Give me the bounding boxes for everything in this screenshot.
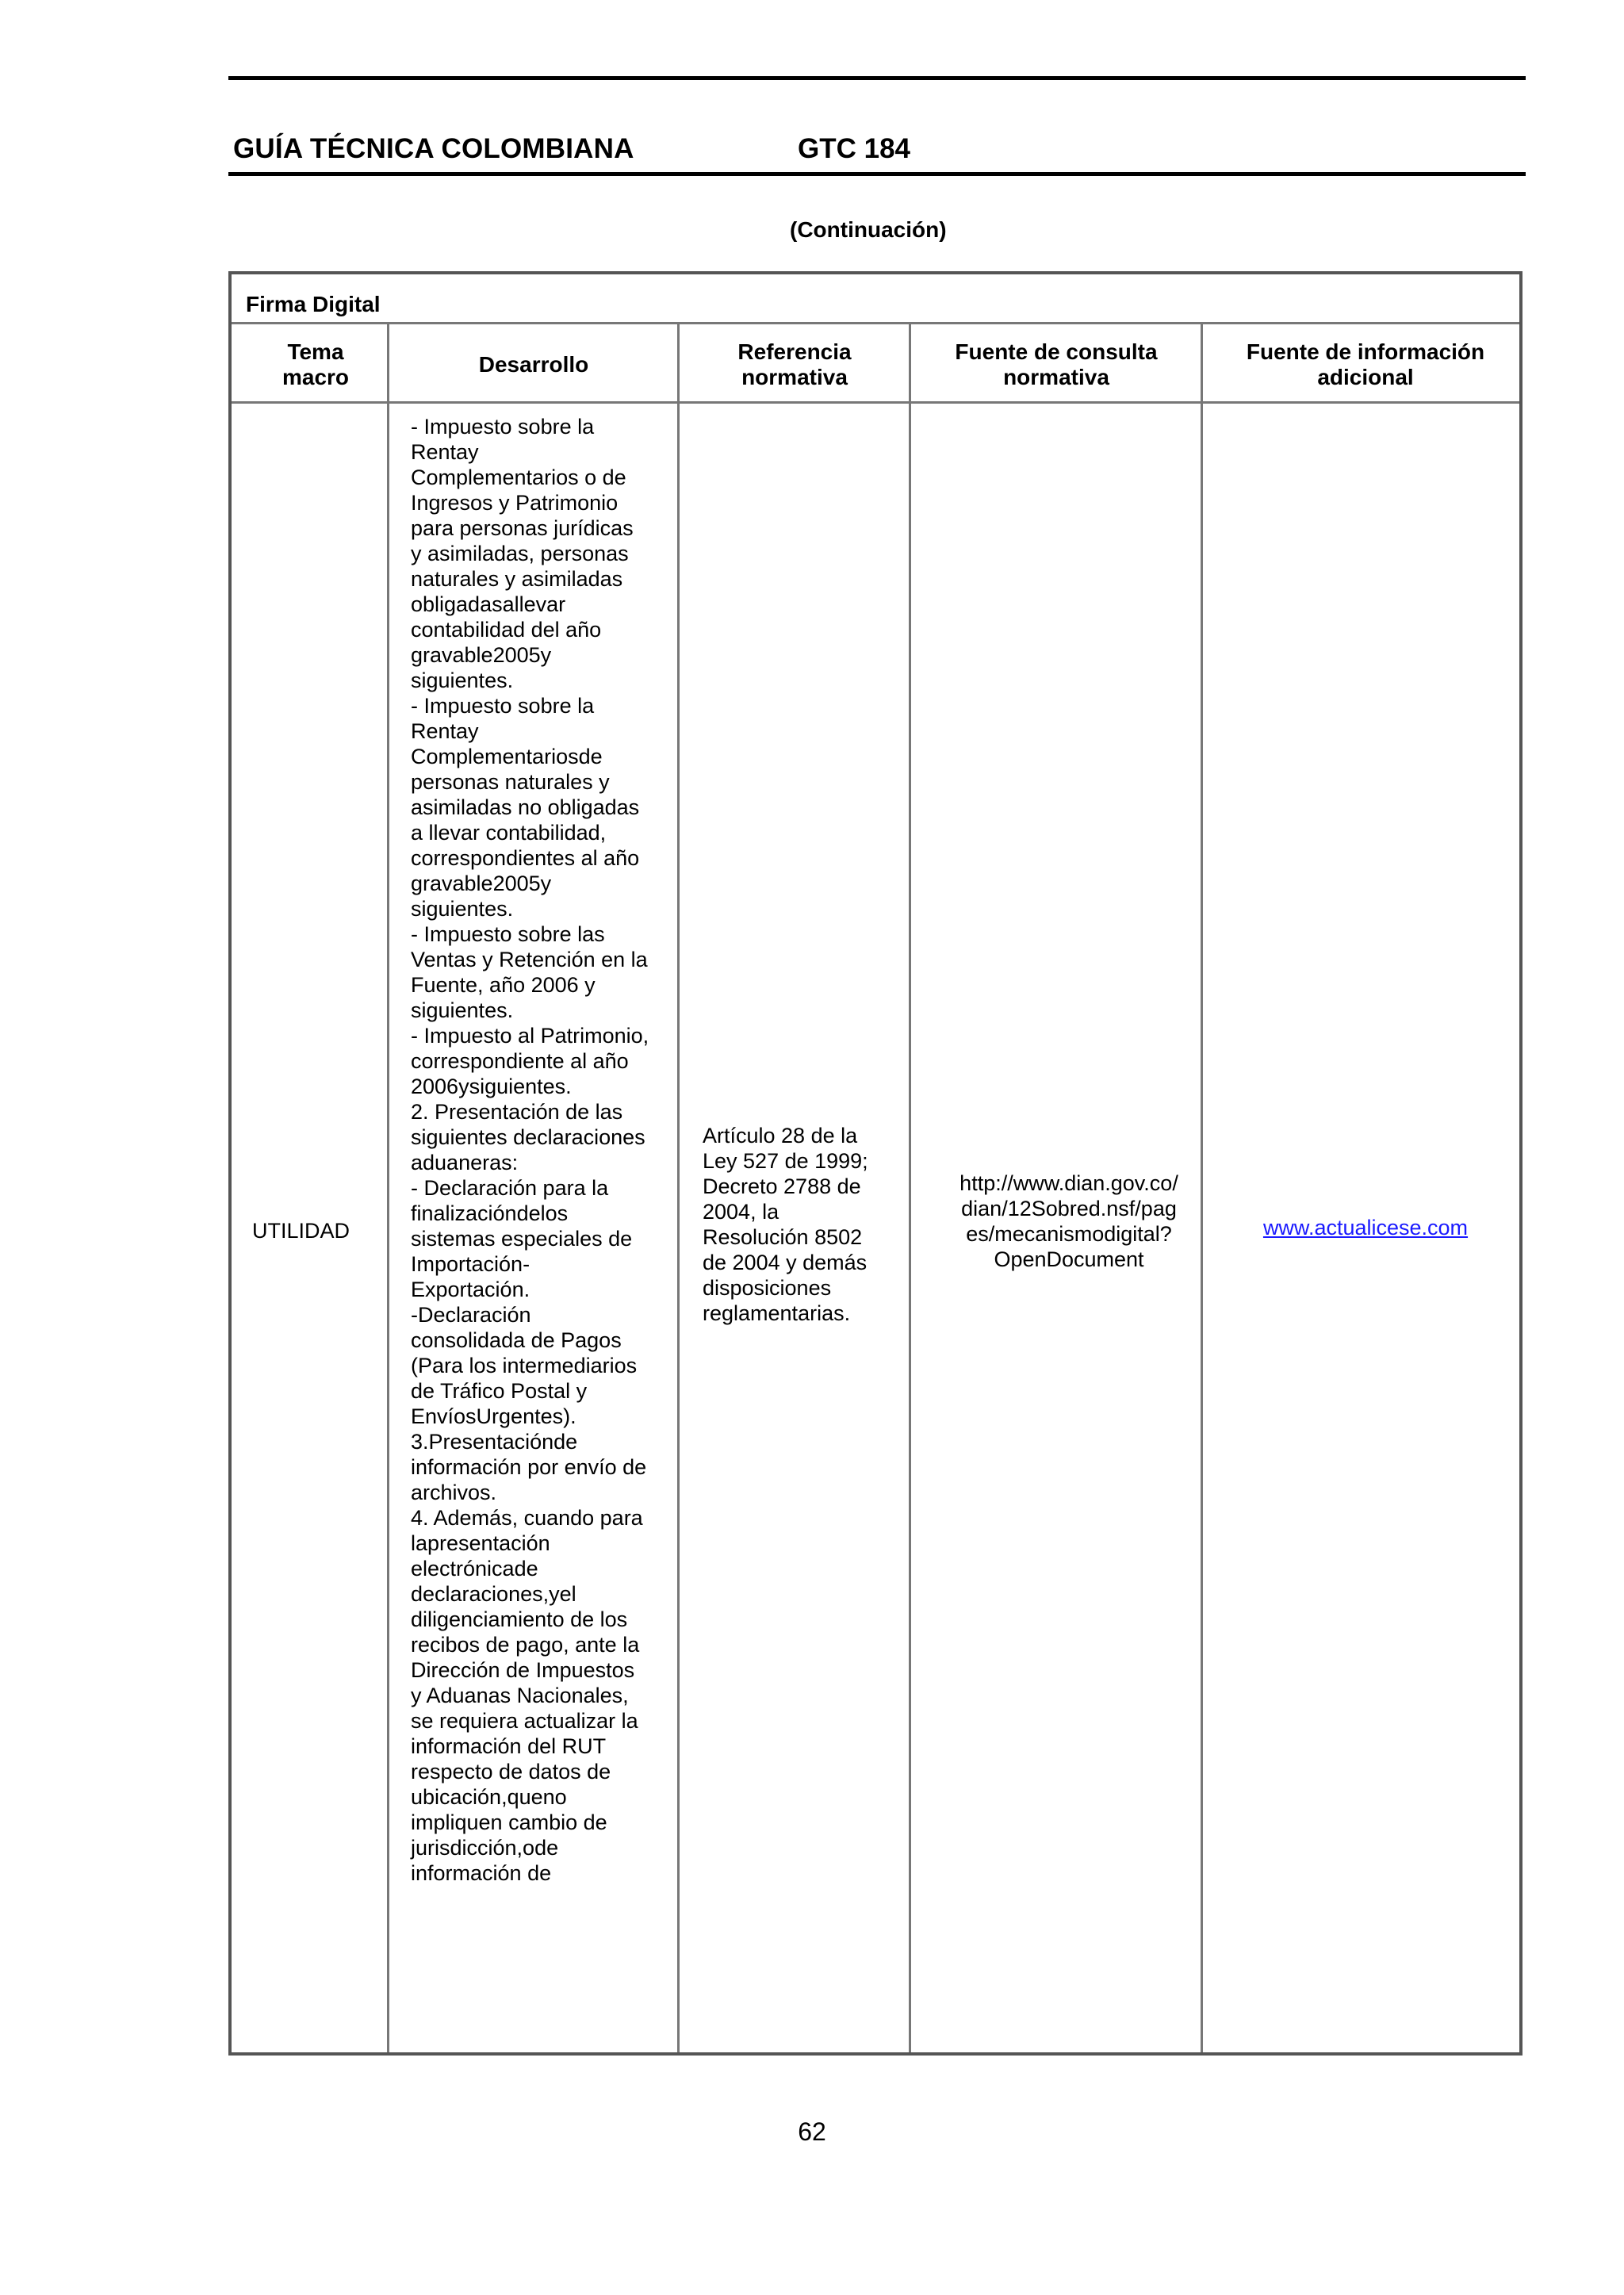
column-header-desarrollo: Desarrollo xyxy=(478,352,589,377)
referencia-line: reglamentarias. xyxy=(703,1301,851,1325)
desarrollo-line: y asimiladas, personas xyxy=(411,542,629,565)
desarrollo-line: 3.Presentaciónde xyxy=(411,1430,578,1454)
desarrollo-line: personas naturales y xyxy=(411,770,610,794)
desarrollo-line: información por envío de xyxy=(411,1455,647,1479)
desarrollo-line: Ingresos y Patrimonio xyxy=(411,491,619,515)
desarrollo-line: declaraciones,yel xyxy=(411,1582,576,1606)
referencia-line: Artículo 28 de la xyxy=(703,1124,858,1148)
desarrollo-line: diligenciamiento de los xyxy=(411,1607,628,1631)
desarrollo-line: para personas jurídicas xyxy=(411,516,634,540)
document-title: GUÍA TÉCNICA COLOMBIANA xyxy=(233,133,634,164)
column-header-referencia: Referencia normativa xyxy=(737,339,852,389)
desarrollo-line: impliquen cambio de xyxy=(411,1810,607,1834)
desarrollo-line: Ventas y Retención en la xyxy=(411,948,648,971)
continuation-label: (Continuación) xyxy=(790,217,947,242)
top-rule xyxy=(228,76,1526,80)
desarrollo-line: 4. Además, cuando para xyxy=(411,1506,643,1530)
cell-referencia-normativa xyxy=(703,1123,909,1326)
desarrollo-line: Complementariosde xyxy=(411,745,603,768)
desarrollo-line: información del RUT xyxy=(411,1734,607,1758)
desarrollo-line: electrónicade xyxy=(411,1557,538,1580)
section-title: Firma Digital xyxy=(246,292,381,316)
title-rule xyxy=(228,172,1526,176)
fuente-url-line: dian/12Sobred.nsf/pag xyxy=(961,1197,1177,1220)
desarrollo-line: gravable2005y xyxy=(411,643,552,667)
desarrollo-line: gravable2005y xyxy=(411,872,552,895)
referencia-line: Resolución 8502 xyxy=(703,1225,863,1249)
desarrollo-line: siguientes declaraciones xyxy=(411,1125,645,1149)
desarrollo-line: a llevar contabilidad, xyxy=(411,821,607,845)
desarrollo-line: respecto de datos de xyxy=(411,1760,611,1784)
desarrollo-line: archivos. xyxy=(411,1481,497,1504)
desarrollo-line: - Impuesto sobre la xyxy=(411,415,595,439)
referencia-line: 2004, la xyxy=(703,1200,779,1224)
column-header-fuente-consulta: Fuente de consulta normativa xyxy=(955,339,1158,389)
actualicese-link[interactable]: www.actualicese.com xyxy=(1262,1216,1469,1239)
cell-fuente-informacion xyxy=(1215,1215,1516,1240)
column-header-tema: Tema macro xyxy=(282,339,350,389)
desarrollo-line: de Tráfico Postal y xyxy=(411,1379,588,1403)
column-divider-2 xyxy=(677,322,680,2052)
desarrollo-line: 2006ysiguientes. xyxy=(411,1075,572,1098)
desarrollo-line: asimiladas no obligadas xyxy=(411,795,640,819)
fuente-url-line: OpenDocument xyxy=(994,1247,1144,1271)
desarrollo-line: consolidada de Pagos xyxy=(411,1328,622,1352)
fuente-url-line: es/mecanismodigital? xyxy=(966,1222,1172,1246)
cell-desarrollo xyxy=(411,414,672,1886)
desarrollo-line: correspondiente al año xyxy=(411,1049,629,1073)
desarrollo-line: lapresentación xyxy=(411,1531,550,1555)
desarrollo-line: Dirección de Impuestos xyxy=(411,1658,635,1682)
desarrollo-line: Exportación. xyxy=(411,1278,530,1301)
cell-tema-macro: UTILIDAD xyxy=(252,1219,350,1243)
desarrollo-line: información de xyxy=(411,1861,552,1885)
table-divider-section xyxy=(232,322,1519,324)
column-header-fuente-informacion: Fuente de información adicional xyxy=(1246,339,1485,389)
desarrollo-line: Importación- xyxy=(411,1252,530,1276)
desarrollo-line: Rentay xyxy=(411,719,479,743)
desarrollo-line: siguientes. xyxy=(411,897,514,921)
referencia-line: de 2004 y demás xyxy=(703,1251,868,1274)
desarrollo-line: siguientes. xyxy=(411,669,514,692)
desarrollo-line: correspondientes al año xyxy=(411,846,640,870)
desarrollo-line: jurisdicción,ode xyxy=(411,1836,559,1860)
desarrollo-line: 2. Presentación de las xyxy=(411,1100,623,1124)
desarrollo-line: recibos de pago, ante la xyxy=(411,1633,640,1657)
referencia-line: Decreto 2788 de xyxy=(703,1174,861,1198)
desarrollo-line: siguientes. xyxy=(411,998,514,1022)
desarrollo-line: EnvíosUrgentes). xyxy=(411,1404,576,1428)
desarrollo-line: - Declaración para la xyxy=(411,1176,609,1200)
desarrollo-line: finalizacióndelos xyxy=(411,1201,569,1225)
desarrollo-line: obligadasallevar xyxy=(411,592,566,616)
desarrollo-line: y Aduanas Nacionales, xyxy=(411,1684,629,1707)
desarrollo-line: contabilidad del año xyxy=(411,618,602,642)
desarrollo-line: naturales y asimiladas xyxy=(411,567,623,591)
desarrollo-line: (Para los intermediarios xyxy=(411,1354,638,1377)
fuente-url-line: http://www.dian.gov.co/ xyxy=(959,1171,1178,1195)
column-divider-1 xyxy=(387,322,389,2052)
desarrollo-line: -Declaración xyxy=(411,1303,531,1327)
column-divider-3 xyxy=(909,322,911,2052)
desarrollo-line: - Impuesto sobre la xyxy=(411,694,595,718)
desarrollo-line: sistemas especiales de xyxy=(411,1227,633,1251)
desarrollo-line: ubicación,queno xyxy=(411,1785,567,1809)
firma-digital-table xyxy=(228,271,1522,2056)
page-number: 62 xyxy=(798,2117,826,2146)
document-code: GTC 184 xyxy=(798,133,910,164)
cell-fuente-consulta[interactable] xyxy=(926,1170,1212,1272)
desarrollo-line: Complementarios o de xyxy=(411,466,626,489)
referencia-line: Ley 527 de 1999; xyxy=(703,1149,868,1173)
desarrollo-line: Rentay xyxy=(411,440,479,464)
referencia-line: disposiciones xyxy=(703,1276,832,1300)
desarrollo-line: se requiera actualizar la xyxy=(411,1709,638,1733)
desarrollo-line: aduaneras: xyxy=(411,1151,519,1174)
desarrollo-line: - Impuesto sobre las xyxy=(411,922,605,946)
desarrollo-line: Fuente, año 2006 y xyxy=(411,973,596,997)
desarrollo-line: - Impuesto al Patrimonio, xyxy=(411,1024,649,1048)
